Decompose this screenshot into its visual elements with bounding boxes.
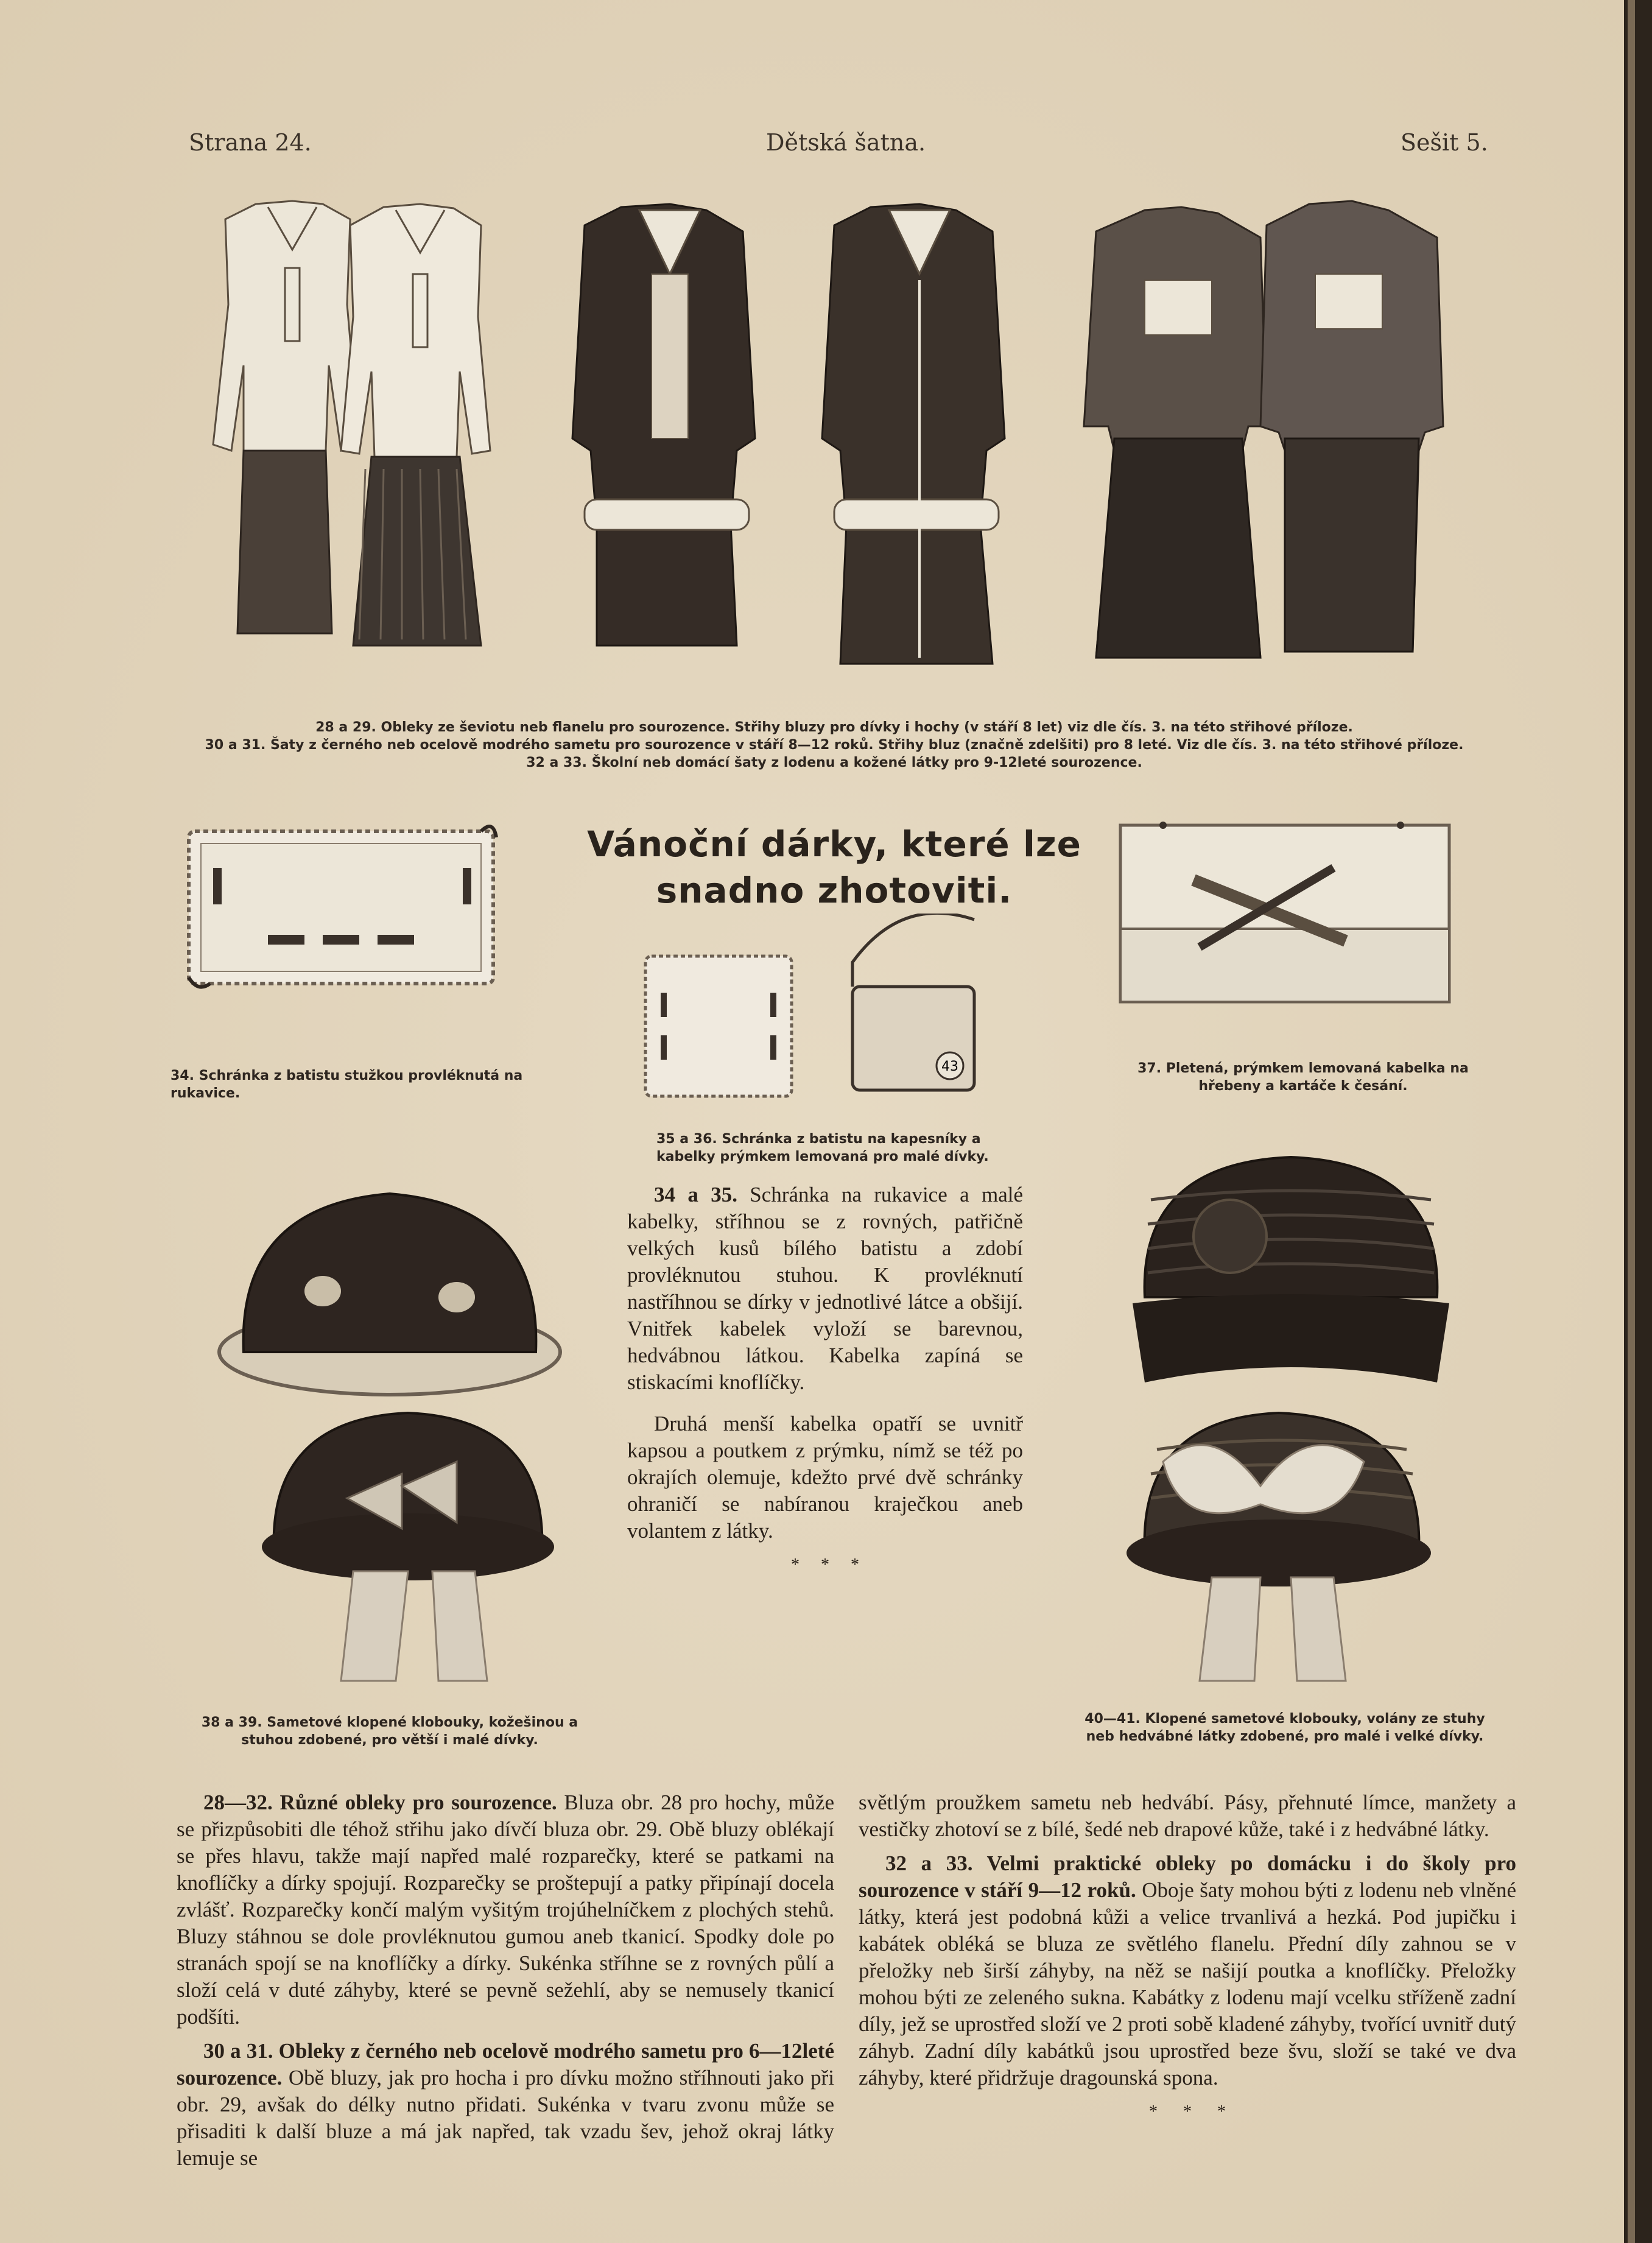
paragraph-32-33: [859, 1850, 1516, 2091]
hat-40-drawing: [1120, 1145, 1461, 1389]
small-cases-drawing: [633, 914, 1029, 1114]
outfits-illustration: [170, 183, 1498, 688]
paragraph-30-31-lead: 30 a 31. Obleky z černého neb ocelově modrého sametu pro 6—12leté sourozence.: [177, 2039, 834, 2090]
section-title-line1: Vánoční dárky, které lze: [587, 823, 1081, 865]
glove-case-illustration: [177, 819, 505, 1002]
caption-line-32-33: 32 a 33. Školní neb domácí šaty z lodenu a kožené látky pro 9-12leté sourozence.: [526, 755, 1142, 770]
outfits-caption: [183, 719, 1486, 772]
outfit-29-girl: [341, 204, 490, 646]
small-cases-illustration: [633, 914, 1029, 1114]
running-title: Dětská šatna.: [766, 129, 926, 156]
paragraph-34-35: [627, 1181, 1023, 1396]
paragraph-second-bag: Druhá menší kabelka opatří se uvnitř kapsou a poutkem z prýmku, nímž se též po okrajích olemuje, kdežto prvé dvě schránky ohraničí se nabíranou kraječkou aneb volantem z látky.: [627, 1412, 1023, 1543]
hat-39-illustration: [256, 1395, 560, 1687]
issue-number: Sešit 5.: [1401, 129, 1488, 156]
hat-41-drawing: [1108, 1395, 1449, 1687]
section-stars: * * *: [791, 1555, 859, 1574]
paragraph-34-35-body: Schránka na rukavice a malé kabelky, stříhnou se z rovných, patřičně velkých kusů bílého batistu a zdobí provléknutou stuhou. K provléknutí nastříhnou se dírky v jednotlivé látce a obšijí. Vnitřek kabelek vyloží se barevnou, hedvábnou látkou. Kabelka zapíná se stiskacími knoflíčky.: [627, 1183, 1024, 1394]
middle-article: [627, 1181, 1023, 1579]
hat-38-drawing: [201, 1169, 578, 1401]
paragraph-28-32-body: Bluza obr. 28 pro hochy, může se přizpůsobiti dle téhož střihu jako dívčí bluza obr. 29. Obě bluzy oblékají se přes hlavu, takže mají napřed malé rozparečky, které se patkami na knoflíčky a dírky spojují. Rozparečky se proštepují a patky připínají docela zvlášť. Rozparečky končí malým vyšitým trojúhelníčkem z plochých stehů. Bluzy stáhnou se dole provléknutou gumou aneb tkanicí. Spodky dole po stranách spojí se na knoflíčky a dírky. Sukénka stříhne se z rovných půlí a složí celá v duté záhyby, které se pevně sežehlí, aby se nemusely tkanicí podšíti.: [177, 1791, 834, 2029]
paragraph-continuation: světlým proužkem sametu neb hedvábí. Pásy, přehnuté límce, manžety a vestičky zhotoví se z bílé, šedé neb drapové kůže, také i z hedvábné látky.: [859, 1791, 1516, 1841]
hat-39-drawing: [256, 1395, 560, 1687]
outfit-31-velvet: [822, 204, 1005, 664]
section-title: [585, 821, 1084, 914]
paragraph-30-31: [177, 2038, 834, 2172]
bag-label-43: 43: [941, 1059, 958, 1074]
outfit-33-loden: [1260, 201, 1443, 652]
paragraph-28-32: [177, 1789, 834, 2030]
outfit-32-loden: [1084, 207, 1267, 658]
comb-case-illustration: [1114, 807, 1455, 1008]
caption-line-28-29: 28 a 29. Obleky ze ševiotu neb flanelu pro sourozence. Střihy bluzy pro dívky i hochy (v stáří 8 let) viz dle čís. 3. na této střihové příloze.: [315, 720, 1353, 735]
binding-edge-inner: [1628, 0, 1635, 2243]
caption-fig37: 37. Pletená, prýmkem lemovaná kabelka na hřebeny a kartáče k česání.: [1137, 1061, 1469, 1094]
caption-fig34: 34. Schránka z batistu stužkou provléknutá na rukavice.: [170, 1068, 523, 1101]
hat-38-illustration: [201, 1169, 578, 1401]
children-clothing-figures: [170, 183, 1498, 688]
caption-fig40: 40—41. Klopené sametové klobouky, volány ze stuhy neb hedvábné látky zdobené, pro malé i velké dívky.: [1084, 1711, 1485, 1744]
outfit-30-velvet: [572, 204, 755, 646]
glove-case-drawing: [177, 819, 505, 1002]
paragraph-32-33-body: Oboje šaty mohou býti z lodenu neb vlněné látky, která jest podobná kůži a velice trvanlivá a hezká. Pod jupičku i kabátek obléká se bluza ze světlého flanelu. Přední díly zahnou se v přeložky neb širší záhyby, na něž se našijí poutka a knoflíčky. Přeložky mohou býti ze zeleného sukna. Kabátky z lodenu mají vcelku stříženě zadní díly, jež se uprostřed složí ve 2 proti sobě kladené záhyby, tvořící uvnitř dutý záhyb. Zadní díly kabátků jsou uprostřed beze švu, složí se také ve dva záhyby, které přidržuje dragounská spona.: [859, 1878, 1516, 2090]
outfit-28-boy: [213, 201, 359, 633]
section-title-line2: snadno zhotoviti.: [656, 870, 1013, 911]
page-number: Strana 24.: [189, 129, 312, 156]
closing-stars: * * *: [1149, 2102, 1226, 2121]
caption-line-30-31: 30 a 31. Šaty z černého neb ocelově modrého sametu pro sourozence v stáří 8—12 roků. Střihy bluz (značně zdelšiti) pro 8 leté. Viz dle čís. 3. na této střihové příloze.: [205, 738, 1464, 753]
caption-fig35: 35 a 36. Schránka z batistu na kapesníky a kabelky prýmkem lemovaná pro malé dívky.: [656, 1132, 989, 1164]
paragraph-28-32-lead: 28—32. Různé obleky pro sourozence.: [203, 1791, 557, 1814]
left-column-article: [177, 1789, 834, 2179]
right-column-article: [859, 1789, 1516, 2125]
caption-fig38: 38 a 39. Sametové klopené klobouky, kožešinou a stuhou zdobené, pro větší i malé dívky.: [201, 1715, 578, 1748]
paragraph-30-31-body: Obě bluzy, jak pro hocha i pro dívku možno stříhnouti jako při obr. 29, avšak do délky nutno přidati. Sukénka v tvaru zvonu může se přisaditi k další bluze a má jak napřed, tak vzadu šev, jehož okraj látky lemuje se: [177, 2066, 834, 2170]
paragraph-34-35-lead: 34 a 35.: [654, 1183, 737, 1206]
paragraph-32-33-lead: 32 a 33. Velmi praktické obleky po domácku i do školy pro sourozence v stáří 9—12 roků.: [859, 1851, 1516, 1902]
comb-case-drawing: [1114, 807, 1455, 1008]
hat-41-illustration: [1108, 1395, 1449, 1687]
hat-40-illustration: [1120, 1145, 1461, 1389]
binding-edge: [1624, 0, 1652, 2243]
